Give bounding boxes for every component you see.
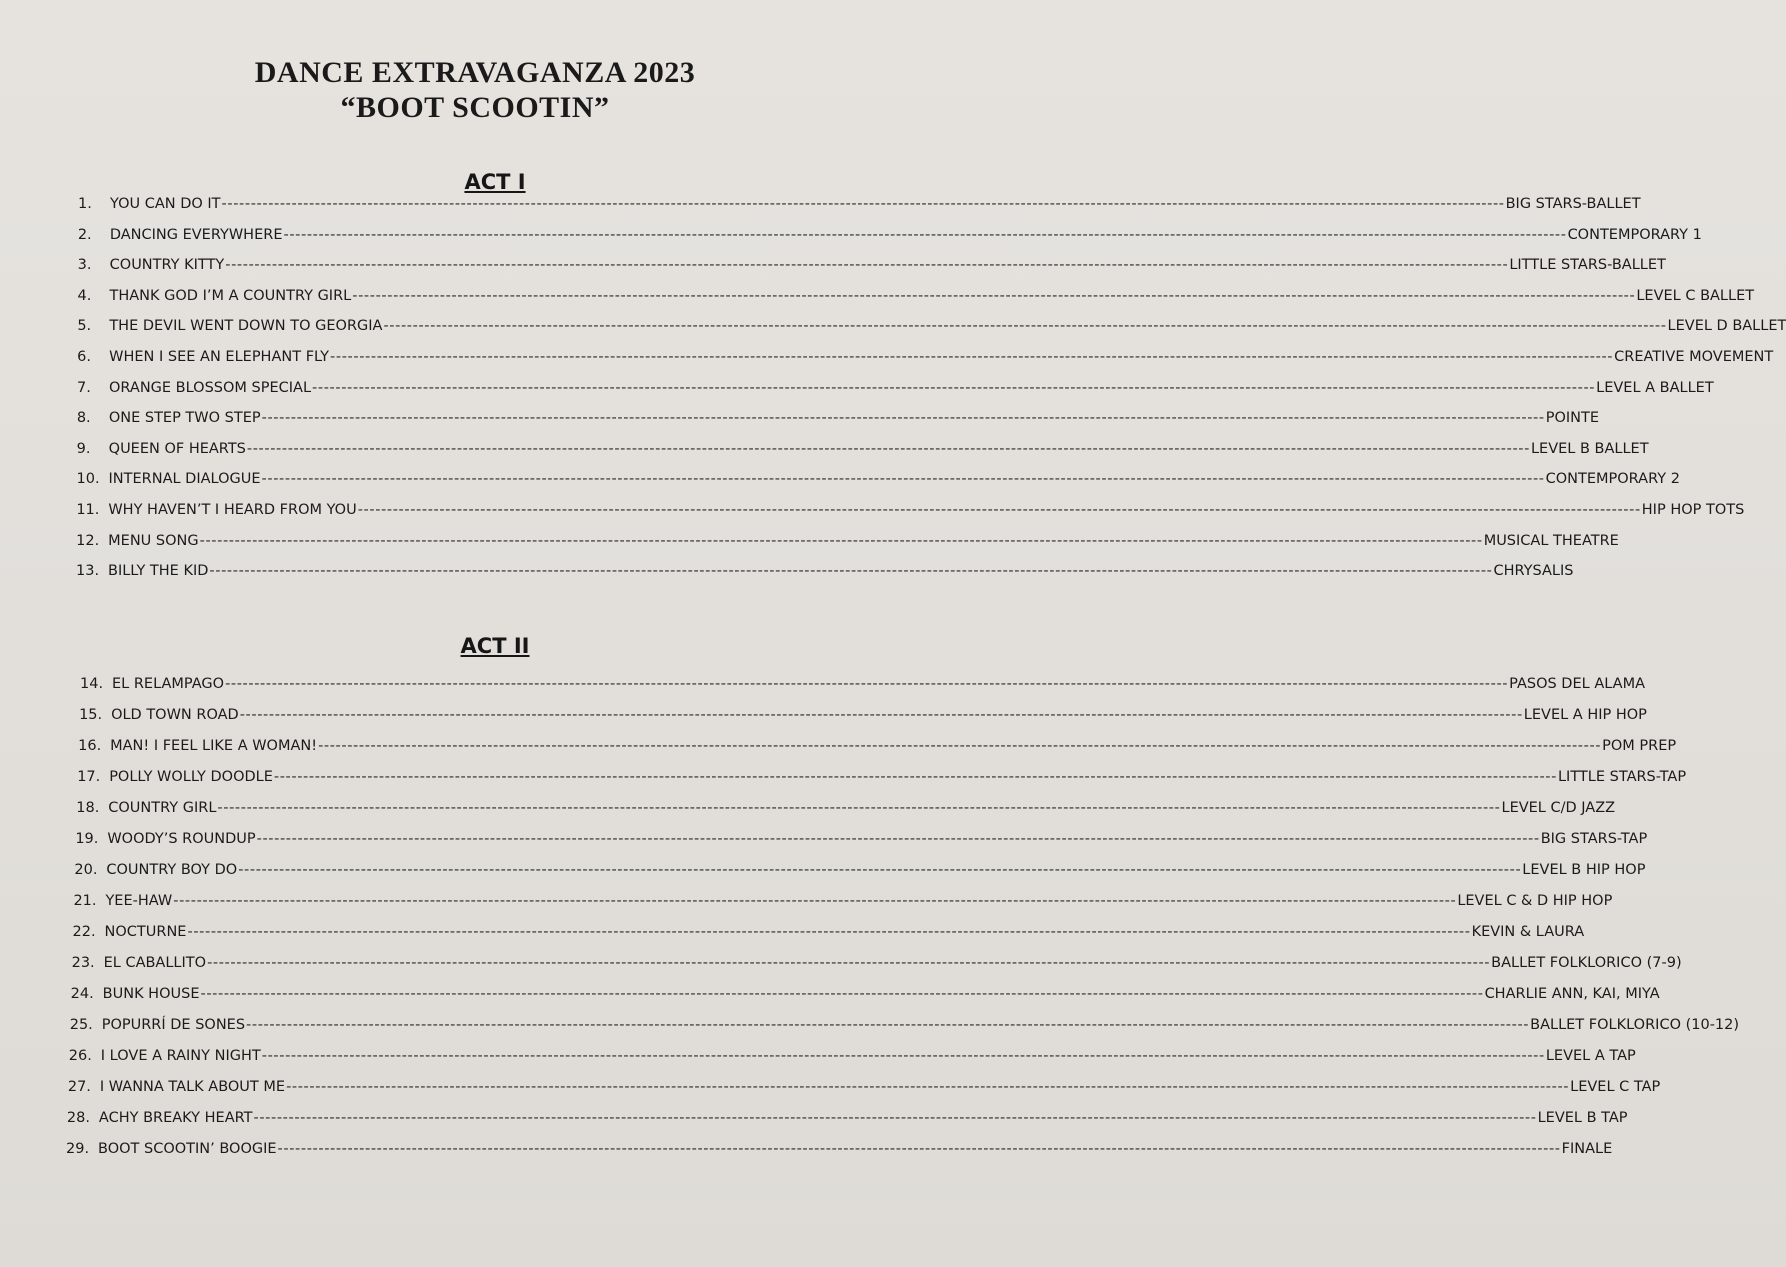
program-item xyxy=(77,226,1702,247)
performer-name: PASOS DEL ALAMA xyxy=(1509,676,1646,692)
item-number: 29. xyxy=(66,1141,90,1157)
item-number: 25. xyxy=(69,1017,93,1033)
item-number: 21. xyxy=(73,893,97,909)
item-number: 16. xyxy=(78,738,102,754)
item-number: 5. xyxy=(77,318,92,335)
performer-name: CREATIVE MOVEMENT xyxy=(1614,349,1774,365)
performer-name: CONTEMPORARY 1 xyxy=(1567,226,1702,243)
performer-name: CHRYSALIS xyxy=(1493,563,1574,580)
performer-name: BALLET FOLKLORICO (10-12) xyxy=(1530,1017,1740,1033)
song-title: WHY HAVEN’T I HEARD FROM YOU xyxy=(108,502,357,518)
program-item xyxy=(76,440,1649,461)
program-item xyxy=(77,318,1786,338)
song-title: I LOVE A RAINY NIGHT xyxy=(100,1048,261,1064)
performer-name: MUSICAL THEATRE xyxy=(1483,532,1619,549)
performer-name: KEVIN & LAURA xyxy=(1471,924,1585,940)
item-number: 10. xyxy=(76,471,100,488)
performer-name: LEVEL D BALLET xyxy=(1667,318,1786,335)
dotted-leader: ---------------------------------------------------------------------------------------------------------------------------------------------------------------------------------------------------------------------------- xyxy=(209,563,1493,580)
dotted-leader: ---------------------------------------------------------------------------------------------------------------------------------------------------------------------------------------------------------------------------- xyxy=(330,349,1614,365)
song-title: MAN! I FEEL LIKE A WOMAN! xyxy=(110,738,318,754)
song-title: COUNTRY KITTY xyxy=(109,257,225,274)
performer-name: HIP HOP TOTS xyxy=(1641,502,1745,518)
item-number: 27. xyxy=(67,1079,91,1095)
dotted-leader: ---------------------------------------------------------------------------------------------------------------------------------------------------------------------------------------------------------------------------- xyxy=(225,257,1509,274)
dotted-leader: ---------------------------------------------------------------------------------------------------------------------------------------------------------------------------------------------------------------------------- xyxy=(286,1079,1570,1095)
song-title: WHEN I SEE AN ELEPHANT FLY xyxy=(109,349,330,365)
item-number: 1. xyxy=(78,196,92,212)
item-number: 12. xyxy=(76,532,100,549)
dotted-leader: ---------------------------------------------------------------------------------------------------------------------------------------------------------------------------------------------------------------------------- xyxy=(200,986,1484,1002)
program-item xyxy=(76,532,1619,553)
program-item xyxy=(79,707,1647,727)
act-1-heading: ACT I xyxy=(464,170,526,194)
item-number: 18. xyxy=(76,800,100,816)
item-number: 8. xyxy=(76,410,91,427)
program-item xyxy=(78,196,1641,216)
program-item xyxy=(69,1017,1740,1037)
dotted-leader: ---------------------------------------------------------------------------------------------------------------------------------------------------------------------------------------------------------------------------- xyxy=(283,226,1567,243)
song-title: COUNTRY GIRL xyxy=(108,800,217,816)
song-title: MENU SONG xyxy=(108,532,199,549)
program-item xyxy=(76,563,1574,583)
performer-name: LEVEL B HIP HOP xyxy=(1522,862,1646,878)
item-number: 11. xyxy=(76,502,100,518)
dotted-leader: ---------------------------------------------------------------------------------------------------------------------------------------------------------------------------------------------------------------------------- xyxy=(225,676,1509,692)
program-item xyxy=(74,862,1646,882)
program-item xyxy=(76,410,1600,430)
item-number: 13. xyxy=(76,563,100,580)
performer-name: LEVEL A TAP xyxy=(1545,1048,1636,1064)
dotted-leader: ---------------------------------------------------------------------------------------------------------------------------------------------------------------------------------------------------------------------------- xyxy=(357,502,1641,518)
performer-name: LITTLE STARS-BALLET xyxy=(1509,257,1666,274)
program-item xyxy=(72,924,1585,944)
song-title: INTERNAL DIALOGUE xyxy=(108,471,261,488)
item-number: 9. xyxy=(76,440,91,457)
song-title: THE DEVIL WENT DOWN TO GEORGIA xyxy=(109,318,383,335)
song-title: EL RELAMPAGO xyxy=(112,676,225,692)
program-item xyxy=(77,379,1714,400)
program-item xyxy=(73,893,1613,913)
song-title: OLD TOWN ROAD xyxy=(111,707,239,723)
program-item xyxy=(77,349,1774,369)
performer-name: LEVEL C BALLET xyxy=(1636,287,1755,304)
program-subtitle: “BOOT SCOOTIN” xyxy=(340,91,610,124)
song-title: POPURRÍ DE SONES xyxy=(101,1017,246,1033)
song-title: WOODY’S ROUNDUP xyxy=(107,831,256,847)
program-item xyxy=(66,1110,1628,1130)
item-number: 14. xyxy=(80,676,104,692)
song-title: ACHY BREAKY HEART xyxy=(98,1110,253,1126)
item-number: 17. xyxy=(77,769,101,785)
program-item xyxy=(77,769,1687,789)
program-title: DANCE EXTRAVAGANZA 2023 xyxy=(254,56,696,89)
performer-name: LEVEL C TAP xyxy=(1570,1079,1661,1095)
item-number: 24. xyxy=(70,986,94,1002)
item-number: 2. xyxy=(77,226,92,243)
dotted-leader: ---------------------------------------------------------------------------------------------------------------------------------------------------------------------------------------------------------------------------- xyxy=(173,893,1457,909)
performer-name: LEVEL C & D HIP HOP xyxy=(1457,893,1613,909)
dotted-leader: ---------------------------------------------------------------------------------------------------------------------------------------------------------------------------------------------------------------------------- xyxy=(256,831,1540,847)
dotted-leader: ---------------------------------------------------------------------------------------------------------------------------------------------------------------------------------------------------------------------------- xyxy=(187,924,1471,940)
dotted-leader: ---------------------------------------------------------------------------------------------------------------------------------------------------------------------------------------------------------------------------- xyxy=(261,471,1545,488)
dotted-leader: ---------------------------------------------------------------------------------------------------------------------------------------------------------------------------------------------------------------------------- xyxy=(246,1017,1530,1033)
dotted-leader: ---------------------------------------------------------------------------------------------------------------------------------------------------------------------------------------------------------------------------- xyxy=(277,1141,1561,1157)
item-number: 23. xyxy=(71,955,95,971)
program-item xyxy=(66,1141,1613,1161)
dotted-leader: ---------------------------------------------------------------------------------------------------------------------------------------------------------------------------------------------------------------------------- xyxy=(207,955,1491,971)
program-item xyxy=(77,287,1755,308)
dotted-leader: ---------------------------------------------------------------------------------------------------------------------------------------------------------------------------------------------------------------------------- xyxy=(221,196,1505,212)
program-item xyxy=(76,502,1745,522)
song-title: EL CABALLITO xyxy=(103,955,207,971)
dotted-leader: ---------------------------------------------------------------------------------------------------------------------------------------------------------------------------------------------------------------------------- xyxy=(312,379,1596,396)
song-title: ONE STEP TWO STEP xyxy=(108,410,261,427)
dotted-leader: ---------------------------------------------------------------------------------------------------------------------------------------------------------------------------------------------------------------------------- xyxy=(239,707,1523,723)
performer-name: LITTLE STARS-TAP xyxy=(1557,769,1687,785)
performer-name: LEVEL A HIP HOP xyxy=(1523,707,1647,723)
act-2-heading: ACT II xyxy=(460,634,530,658)
dotted-leader: ---------------------------------------------------------------------------------------------------------------------------------------------------------------------------------------------------------------------------- xyxy=(246,440,1530,457)
item-number: 20. xyxy=(74,862,98,878)
item-number: 3. xyxy=(77,257,92,274)
dotted-leader: ---------------------------------------------------------------------------------------------------------------------------------------------------------------------------------------------------------------------------- xyxy=(199,532,1483,549)
dotted-leader: ---------------------------------------------------------------------------------------------------------------------------------------------------------------------------------------------------------------------------- xyxy=(261,410,1545,427)
performer-name: CONTEMPORARY 2 xyxy=(1545,471,1680,488)
item-number: 28. xyxy=(66,1110,90,1126)
song-title: NOCTURNE xyxy=(104,924,187,940)
song-title: BOOT SCOOTIN’ BOOGIE xyxy=(98,1141,277,1157)
program-item xyxy=(78,738,1677,758)
performer-name: POM PREP xyxy=(1602,738,1677,754)
song-title: ORANGE BLOSSOM SPECIAL xyxy=(109,379,312,396)
song-title: I WANNA TALK ABOUT ME xyxy=(99,1079,286,1095)
item-number: 4. xyxy=(77,287,92,304)
program-item xyxy=(76,471,1680,491)
performer-name: POINTE xyxy=(1545,410,1600,427)
item-number: 7. xyxy=(77,379,91,396)
program-item xyxy=(67,1079,1661,1099)
performer-name: BIG STARS-TAP xyxy=(1540,831,1648,847)
item-number: 15. xyxy=(79,707,103,723)
performer-name: BIG STARS-BALLET xyxy=(1505,196,1641,212)
song-title: YEE-HAW xyxy=(105,893,173,909)
item-number: 22. xyxy=(72,924,96,940)
song-title: DANCING EVERYWHERE xyxy=(109,226,283,243)
song-title: COUNTRY BOY DO xyxy=(106,862,238,878)
program-item xyxy=(68,1048,1636,1068)
dotted-leader: ---------------------------------------------------------------------------------------------------------------------------------------------------------------------------------------------------------------------------- xyxy=(352,287,1636,304)
song-title: QUEEN OF HEARTS xyxy=(108,440,246,457)
program-item xyxy=(80,676,1646,696)
item-number: 19. xyxy=(75,831,99,847)
program-item xyxy=(75,831,1648,851)
performer-name: LEVEL C/D JAZZ xyxy=(1501,800,1616,816)
item-number: 26. xyxy=(68,1048,92,1064)
program-item xyxy=(70,986,1660,1006)
dotted-leader: ---------------------------------------------------------------------------------------------------------------------------------------------------------------------------------------------------------------------------- xyxy=(318,738,1602,754)
performer-name: LEVEL A BALLET xyxy=(1596,379,1714,396)
performer-name: CHARLIE ANN, KAI, MIYA xyxy=(1484,986,1660,1002)
dotted-leader: ---------------------------------------------------------------------------------------------------------------------------------------------------------------------------------------------------------------------------- xyxy=(383,318,1667,335)
dotted-leader: ---------------------------------------------------------------------------------------------------------------------------------------------------------------------------------------------------------------------------- xyxy=(273,769,1557,785)
song-title: THANK GOD I’M A COUNTRY GIRL xyxy=(109,287,352,304)
program-item xyxy=(71,955,1682,975)
dotted-leader: ---------------------------------------------------------------------------------------------------------------------------------------------------------------------------------------------------------------------------- xyxy=(253,1110,1537,1126)
dotted-leader: ---------------------------------------------------------------------------------------------------------------------------------------------------------------------------------------------------------------------------- xyxy=(261,1048,1545,1064)
performer-name: BALLET FOLKLORICO (7-9) xyxy=(1491,955,1682,971)
performer-name: LEVEL B TAP xyxy=(1537,1110,1628,1126)
program-item xyxy=(76,800,1616,820)
performer-name: LEVEL B BALLET xyxy=(1530,440,1649,457)
song-title: BUNK HOUSE xyxy=(102,986,200,1002)
program-item xyxy=(77,257,1666,277)
item-number: 6. xyxy=(77,349,91,365)
performer-name: FINALE xyxy=(1561,1141,1613,1157)
dotted-leader: ---------------------------------------------------------------------------------------------------------------------------------------------------------------------------------------------------------------------------- xyxy=(217,800,1501,816)
song-title: BILLY THE KID xyxy=(108,563,209,580)
song-title: POLLY WOLLY DOODLE xyxy=(109,769,273,785)
song-title: YOU CAN DO IT xyxy=(110,196,221,212)
dotted-leader: ---------------------------------------------------------------------------------------------------------------------------------------------------------------------------------------------------------------------------- xyxy=(238,862,1522,878)
